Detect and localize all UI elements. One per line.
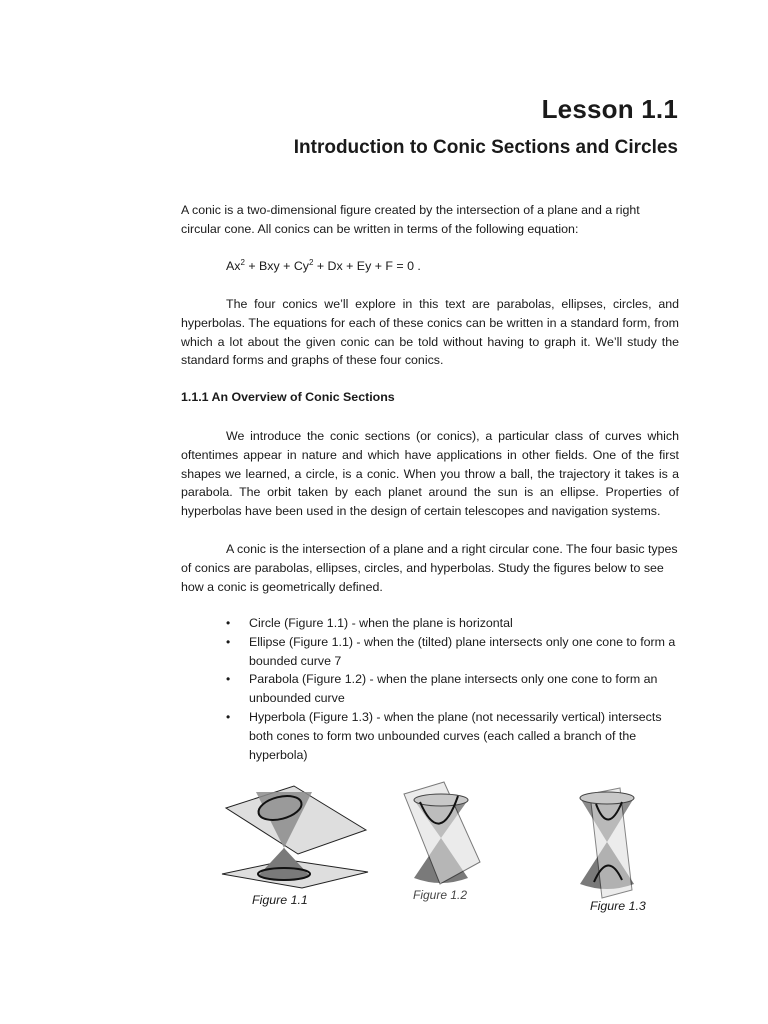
cone-rim [580, 792, 634, 804]
equation-exponent: 2 [240, 258, 245, 267]
cropped-figure-caption: Figure 1.2 [413, 888, 468, 902]
list-item-text: Circle (Figure 1.1) - when the plane is horizontal [249, 616, 513, 630]
figure-circle-ellipse [218, 782, 378, 894]
bullet-icon: • [226, 672, 231, 687]
section-heading: 1.1.1 An Overview of Conic Sections [181, 390, 395, 404]
list-item-text: Ellipse (Figure 1.1) - when the (tilted) plane intersects only one cone to form a bounded curve 7 [249, 634, 676, 668]
intro-paragraph: A conic is a two-dimensional figure created by the intersection of a plane and a right circular cone. All conics can be written in terms of the following equation: [181, 203, 640, 236]
equation-term-b: + Bxy + Cy [244, 259, 309, 274]
hyperbola-illustration [572, 784, 642, 900]
overview-paragraph: We introduce the conic sections (or conics), a particular class of curves which oftentimes appear in nature and which have applications in other fields. One of the first shapes we learned, a circle, is a conic. When you throw a ball, the trajectory it takes is a parabola. The orbit taken by each planet around the sun is an ellipse. Properties of hyperbolas have been used in the design of certain telescopes and navigation systems. [181, 429, 679, 519]
four-conics-paragraph: The four conics we’ll explore in this text are parabolas, ellipses, circles, and hyperbolas. The equations for each of these conics can be written in a standard form, from which a lot about the given conic can be told without having to graph it. We’ll study the standard forms and graphs of these four conics. [181, 297, 679, 368]
circle-ellipse-illustration [218, 782, 378, 894]
equation-term-rest: + Dx + Ey + F = 0 . [313, 259, 421, 274]
lesson-title: Lesson 1.1 [541, 94, 678, 124]
conic-types-list [226, 614, 678, 764]
list-item [226, 670, 678, 708]
general-conic-equation [226, 258, 421, 273]
figure-hyperbola [572, 784, 642, 900]
cone-rim [414, 794, 468, 806]
figure-caption: Figure 1.1 [252, 893, 308, 907]
bullet-icon: • [226, 634, 231, 649]
bullet-icon: • [226, 616, 231, 630]
equation-term-a: Ax [226, 259, 241, 274]
definition-paragraph: A conic is the intersection of a plane and a right circular cone. The four basic types of conics are parabolas, ellipses, circles, and hyperbolas. Study the figures below to see how a conic is geometrically defined. [181, 542, 678, 594]
equation-exponent: 2 [308, 258, 314, 267]
figure-parabola [400, 780, 482, 892]
list-item [226, 708, 678, 764]
list-item [226, 614, 678, 633]
list-item-text: Parabola (Figure 1.2) - when the plane intersects only one cone to form an unbounded curve [249, 672, 658, 706]
parabola-illustration [400, 780, 482, 892]
lesson-subtitle: Introduction to Conic Sections and Circles [293, 137, 678, 158]
bullet-icon: • [226, 709, 231, 724]
list-item-text: Hyperbola (Figure 1.3) - when the plane (not necessarily vertical) intersects both cones to form two unbounded curves (each called a branch of the hyperbola) [249, 709, 662, 762]
figure-caption: Figure 1.3 [590, 899, 646, 913]
list-item [226, 633, 678, 671]
